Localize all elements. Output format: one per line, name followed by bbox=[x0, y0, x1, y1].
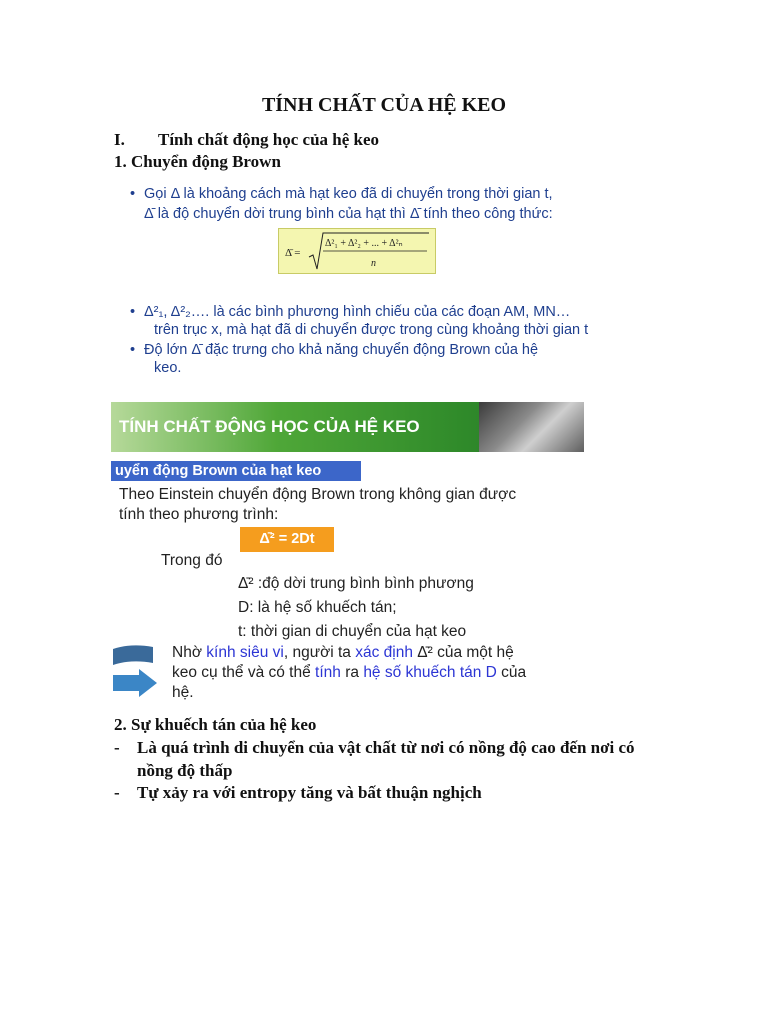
definition-3: t: thời gian di chuyển của hạt keo bbox=[238, 623, 467, 640]
note-text: Δ̄² của một hệ bbox=[412, 644, 514, 661]
bullet-mark: • bbox=[130, 342, 136, 358]
equation-box: Δ̄² = 2Dt bbox=[240, 527, 334, 552]
slide-banner bbox=[111, 402, 584, 452]
slide-note-line-2 bbox=[172, 664, 526, 682]
microscope-image bbox=[479, 402, 584, 452]
bullet-2-line-1: Δ²₁, Δ²₂…. là các bình phương hình chiếu của các đoạn AM, MN… bbox=[144, 304, 571, 320]
note-text: keo cụ thể và có thể bbox=[172, 664, 316, 681]
bullet-3-line-2: keo. bbox=[154, 360, 182, 376]
slide-banner-title: TÍNH CHẤT ĐỘNG HỌC CỦA HỆ KEO bbox=[119, 417, 420, 436]
slide-intro-line-2: tính theo phương trình: bbox=[119, 506, 279, 523]
dash-item-1-line-2: nồng độ thấp bbox=[137, 761, 233, 780]
section-heading-1 bbox=[114, 130, 379, 150]
note-text: ra bbox=[340, 664, 364, 681]
note-highlight: hệ số khuếch tán D bbox=[363, 664, 497, 681]
subsection-heading-1: 1. Chuyển động Brown bbox=[114, 152, 281, 171]
bullet-2-line-2: trên trục x, mà hạt đã di chuyển được trong cùng khoảng thời gian t bbox=[154, 322, 589, 338]
note-highlight: kính siêu vi bbox=[206, 644, 284, 661]
note-text: , người ta bbox=[283, 644, 356, 661]
arrow-curve-icon bbox=[113, 645, 153, 665]
slide-note-line-1 bbox=[172, 644, 514, 662]
note-text: Nhờ bbox=[172, 644, 207, 661]
subsection-heading-2: 2. Sự khuếch tán của hệ keo bbox=[114, 715, 317, 734]
trong-do-label: Trong đó bbox=[161, 552, 223, 569]
definition-2: D: là hệ số khuếch tán; bbox=[238, 599, 397, 616]
formula-lhs: Δ̄ = bbox=[285, 247, 301, 259]
bullet-1 bbox=[130, 184, 553, 205]
formula-numerator: Δ²₁ + Δ²₂ + ... + Δ²ₙ bbox=[325, 238, 403, 249]
section-number: I. bbox=[114, 130, 125, 149]
arrow-icon bbox=[111, 643, 159, 697]
dash-item-1-mark: - bbox=[114, 738, 120, 757]
dash-item-1-line-1: Là quá trình di chuyển của vật chất từ nơi có nồng độ cao đến nơi có bbox=[137, 738, 635, 757]
arrow-right-icon bbox=[113, 669, 157, 697]
formula-denominator: n bbox=[371, 258, 376, 269]
formula-box bbox=[278, 228, 436, 274]
bullet-1-line-2: Δ̄ là độ chuyển dời trung bình của hạt thì Δ̄ tính theo công thức: bbox=[144, 206, 553, 222]
bullet-mark: • bbox=[130, 186, 136, 202]
slide-note-line-3: hệ. bbox=[172, 684, 194, 701]
slide-intro-line-1: Theo Einstein chuyển động Brown trong không gian được bbox=[119, 486, 517, 503]
note-text: của bbox=[496, 664, 527, 681]
document-title: TÍNH CHẤT CỦA HỆ KEO bbox=[261, 94, 507, 116]
section-label: Tính chất động học của hệ keo bbox=[158, 130, 380, 149]
dash-item-2: Tự xảy ra với entropy tăng và bất thuận nghịch bbox=[137, 783, 482, 802]
bullet-3 bbox=[130, 340, 538, 361]
dash-item-2-mark: - bbox=[114, 783, 120, 802]
bullet-mark: • bbox=[130, 304, 136, 320]
note-highlight: xác định bbox=[355, 644, 413, 661]
definition-1: Δ̄² :độ dời trung bình bình phương bbox=[238, 575, 474, 592]
note-highlight: tính bbox=[315, 664, 341, 681]
slide-subtitle-pill: uyển động Brown của hạt keo bbox=[111, 461, 361, 481]
bullet-3-line-1: Độ lớn Δ̄ đặc trưng cho khả năng chuyển động Brown của hệ bbox=[144, 342, 539, 358]
formula-graphic bbox=[279, 229, 437, 275]
bullet-1-line-1: Gọi Δ là khoảng cách mà hạt keo đã di chuyển trong thời gian t, bbox=[144, 186, 553, 202]
